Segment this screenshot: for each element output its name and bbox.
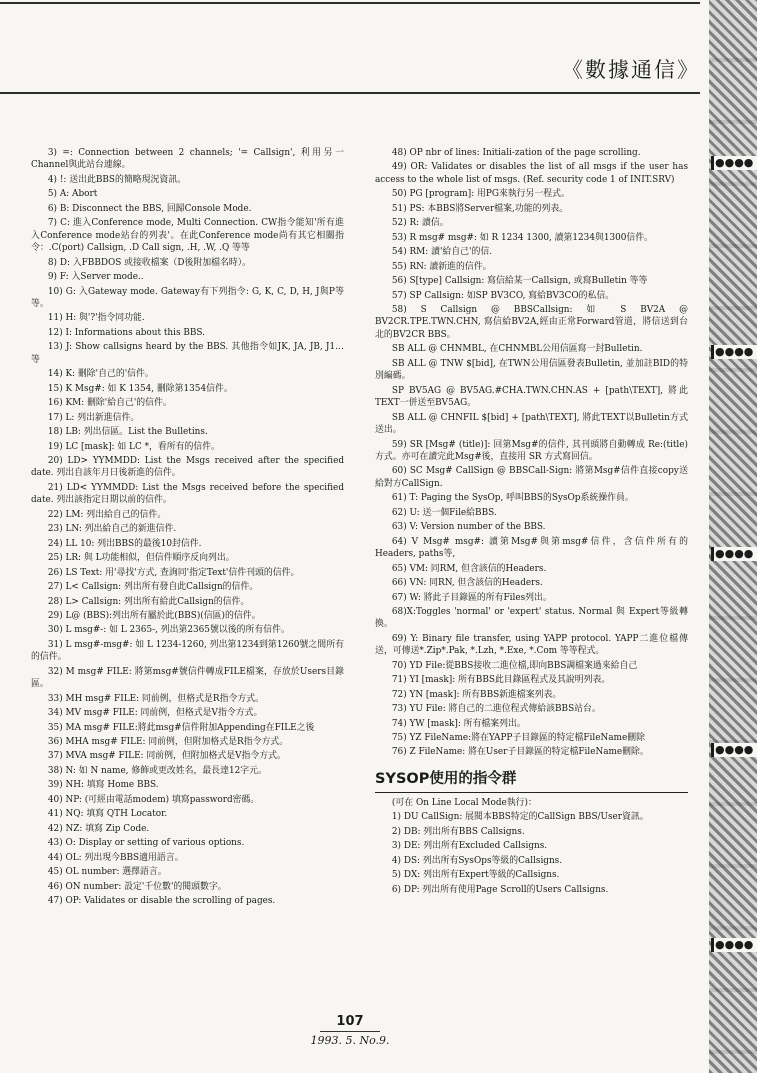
command-entry: 58) S Callsign @ BBSCallsign: 如 S BV2A @ BV2CR.TPE.TWN.CHN, 寫信給BV2A,經由正常Forward管道，將信送到台北的BV2CR BBS。 (375, 304, 688, 340)
command-entry: 43) O: Display or setting of various options. (47, 838, 245, 849)
command-entry: 49) OR: Validates or disables the list of all msgs if the user has access to the whole list of msgs. (Ref. security code 1 of INIT.SRV) (375, 162, 688, 185)
command-entry: 15) K Msg#: 如 K 1354, 刪除第1354信件。 (47, 383, 233, 394)
command-entry: 42) NZ: 填寫 Zip Code. (47, 823, 150, 834)
command-entry: 18) LB: 列出信區。List the Bulletins. (47, 427, 208, 438)
command-entry: 39) NH: 填寫 Home BBS. (47, 780, 159, 791)
command-entry: 73) YU File: 將自己的二進位程式傳給該BBS站台。 (391, 704, 601, 715)
command-entry: 46) ON number: 設定'千位數'的閱頭數字。 (47, 881, 227, 892)
command-entry: 20) LD> YYMMDD: List the Msgs received after the specified date. 列出自該年月日後新進的信件。 (31, 455, 344, 479)
command-entry: 9) F: 入Server mode.. (47, 272, 144, 283)
side-tab-marker: ●●●● (711, 547, 757, 561)
command-entry: 28) L> Callsign: 列出所有給此Callsign的信件。 (47, 596, 250, 607)
command-entry: 17) L: 列出新進信件。 (47, 412, 140, 423)
command-entry: 71) YI [mask]: 所有BBS此目錄區程式及其說明列表。 (391, 675, 611, 686)
command-entry: 47) OP: Validates or disable the scrolling of pages. (47, 896, 276, 907)
command-entry: 7) C: 進入Conference mode, Multi Connection. CW指令能知'所有進入Conference mode站台的列表'。在此Conference mode尚有其它相關指令：.C(port) Callsign, .D Call sign, .H, .W, .Q 等等 (31, 218, 344, 254)
page-number: 107 (336, 1014, 364, 1029)
command-entry: SB ALL @ TNW $[bid], 在TWN公用信區發表Bulletin, 並加註BID的特別編碼。 (375, 358, 688, 382)
command-entry: 57) SP Callsign: 如SP BV3CO, 寫給BV3CO的私信。 (391, 290, 615, 301)
command-entry: 4) !: 送出此BBS的簡略現況資訊。 (47, 174, 186, 185)
command-entry: SB ALL @ CHNMBL, 在CHNMBL公用信區寫一封Bulletin. (391, 344, 643, 355)
sysop-command-list (375, 797, 688, 896)
sysop-command-entry: 6) DP: 列出所有使用Page Scroll的Users Callsigns. (391, 884, 609, 895)
command-entry: 52) R: 讀信。 (391, 218, 449, 229)
command-entry: 25) LR: 與 L功能相似，但信件順序反向列出。 (47, 553, 235, 564)
side-tab-marker: ●●●● (711, 938, 757, 952)
command-entry: 76) Z FileName: 將在User子目錄區的特定檔FileName刪除。 (391, 747, 649, 758)
command-entry: 6) B: Disconnect the BBS, 回歸Console Mode. (47, 203, 252, 214)
command-entry: 34) MV msg# FILE: 同前例，但格式是V指令方式。 (47, 708, 263, 719)
command-entry: 62) U: 送一個File給BBS. (391, 507, 497, 518)
command-entry: 63) V: Version number of the BBS. (391, 522, 546, 533)
issue-label: 1993. 5. No.9. (310, 1034, 390, 1047)
sysop-command-entry: 5) DX: 列出所有Expert等級的Callsigns. (391, 870, 560, 881)
command-entry: 40) NP: (可經由電話modem) 填寫password密碼。 (47, 794, 260, 805)
command-entry: 10) G: 入Gateway mode. Gateway有下列指令: G, K, C, D, H, J與P等等。 (31, 286, 344, 309)
command-entry: 69) Y: Binary file transfer, using YAPP protocol. YAPP二進位檔傳送，可傳送*.Zip*.Pak, *.Lzh, *.Exe, *.Com 等等程式。 (375, 633, 688, 657)
command-entry: 53) R msg# msg#: 如 R 1234 1300, 讀第1234與1300信件。 (391, 232, 654, 243)
command-entry: 37) MVA msg# FILE: 同前例，但附加格式是V指令方式。 (47, 751, 286, 762)
command-entry: 31) L msg#-msg#: 如 L 1234-1260, 列出第1234到第1260號之間所有的信件。 (31, 639, 344, 663)
sysop-command-entry: 3) DE: 列出所有Excluded Callsigns. (391, 841, 548, 852)
right-column (375, 147, 688, 898)
sysop-command-entry: 1) DU CallSign: 展閱本BBS特定的CallSign BBS/User資訊。 (391, 812, 649, 823)
command-entry: 27) L< Callsign: 列出所有發自此Callsign的信件。 (47, 582, 259, 593)
command-entry: 45) OL number: 選擇語言。 (47, 867, 167, 878)
command-entry: 14) K: 刪除'自己的'信件。 (47, 369, 154, 380)
command-entry: 68)X:Toggles 'normal' or 'expert' status. Normal 與 Expert等級轉換。 (375, 606, 688, 630)
command-entry: 65) VM: 同RM, 但含該信的Headers. (391, 563, 547, 574)
command-entry: 24) LL 10: 列出BBS的最後10封信件. (47, 538, 202, 549)
command-entry: 55) RN: 讀新進的信件。 (391, 261, 492, 272)
page-header-title: 《數據通信》 (562, 58, 700, 82)
command-entry: 44) OL: 列出現今BBS適用語言。 (47, 852, 184, 863)
sysop-command-entry: 4) DS: 列出所有SysOps等級的Callsigns. (391, 855, 563, 866)
command-entry: 19) LC [mask]: 如 LC *，看所有的信件。 (47, 441, 221, 452)
top-rule (0, 2, 700, 4)
command-entry: 5) A: Abort (47, 189, 98, 200)
command-entry: 51) PS: 本BBS將Server檔案,功能的列表。 (391, 203, 569, 214)
command-entry: 61) T: Paging the SysOp, 呼叫BBS的SysOp系統操作員。 (391, 493, 634, 504)
command-entry: 21) LD< YYMMDD: List the Msgs received before the specified date. 列出該指定日期以前的信件。 (31, 482, 344, 506)
header-rule (0, 92, 700, 94)
command-entry: 13) J: Show callsigns heard by the BBS. 其他指令如JK, JA, JB, J1…等 (31, 342, 344, 365)
command-entry: 36) MHA msg# FILE: 同前例，但附加格式是R指令方式。 (47, 737, 289, 748)
command-entry: 64) V Msg# msg#: 讀第Msg#與第msg#信件，含信件所有的Headers, paths等, (375, 536, 688, 560)
command-entry: 74) YW [mask]: 所有檔案列出。 (391, 718, 526, 729)
command-entry: 59) SR [Msg# (title)]: 回第Msg#的信件, 其刊頭將自動轉成 Re:(title) 方式。亦可在讀完此Msg#後，直接用 SR 方式寫回信。 (375, 439, 688, 462)
command-entry: 16) KM: 刪除'給自己'的信件。 (47, 398, 172, 409)
command-entry: 60) SC Msg# CallSign @ BBSCall-Sign: 將第Msg#信件直接copy送給對方CallSign. (375, 466, 688, 489)
command-entry: 30) L msg#-: 如 L 2365-, 列出第2365號以後的所有信件。 (47, 625, 290, 636)
command-entry: 50) PG [program]: 用PG來執行另一程式。 (391, 189, 570, 200)
side-tab-marker: ●●●● (711, 743, 757, 757)
command-entry: 12) I: Informations about this BBS. (47, 327, 205, 338)
command-entry: 8) D: 入FBBDOS 或接收檔案（D後附加檔名時）。 (47, 257, 252, 268)
command-entry: 32) M msg# FILE: 將第msg#號信件轉成FILE檔案，存放於Users目錄區。 (31, 666, 344, 690)
command-entry: 26) LS Text: 用'尋找'方式, 查詢同'指定Text'信件刊頭的信件。 (47, 567, 300, 578)
side-tab-marker: ●●●● (711, 156, 757, 170)
sysop-command-entry: (可在 On Line Local Mode執行)： (391, 797, 537, 808)
command-entry: SB ALL @ CHNFIL $[bid] + [path\TEXT], 將此TEXT以Bulletin方式送出。 (375, 412, 688, 436)
command-entry: 11) H: 與'?'指令同功能. (47, 313, 145, 324)
command-entry: 67) W: 將此子目錄區的所有Files列出。 (391, 592, 552, 603)
command-entry: SP BV5AG @ BV5AG.#CHA.TWN.CHN.AS + [path\TEXT], 將此TEXT一併送至BV5AG。 (375, 385, 688, 409)
command-entry: 29) L@ (BBS):列出所有屬於此(BBS)(信區)的信件。 (47, 610, 261, 621)
sysop-command-entry: 2) DB: 列出所有BBS Callsigns. (391, 826, 525, 837)
command-entry: 3) =: Connection between 2 channels; '= Callsign', 利用另一Channel與此站台連線。 (31, 148, 344, 171)
command-entry: 41) NQ: 填寫 QTH Locator. (47, 809, 168, 820)
left-column (31, 147, 344, 909)
right-column-body (375, 147, 688, 759)
command-entry: 22) LM: 列出給自己的信件。 (47, 509, 167, 520)
command-entry: 33) MH msg# FILE: 同前例，但格式是R指令方式。 (47, 693, 264, 704)
command-entry: 23) LN: 列出給自己的新進信件. (47, 524, 177, 535)
command-entry: 66) VN: 同RN, 但含該信的Headers. (391, 578, 543, 589)
command-entry: 54) RM: 讀'給自己'的信. (391, 247, 493, 258)
command-entry: 70) YD File:從BBS接收二進位檔,即向BBS調檔案過來給自己 (391, 660, 638, 671)
command-entry: 38) N: 如 N name, 修飾或更改姓名，最長達12字元。 (47, 765, 267, 776)
command-entry: 35) MA msg# FILE:將此msg#信件附加Appending在FILE之後 (47, 722, 315, 733)
command-entry: 56) S[type] Callsign: 寫信給某一Callsign, 或寫Bulletin 等等 (391, 276, 648, 287)
side-tab-marker: ●●●● (711, 345, 757, 359)
command-entry: 75) YZ FileName:將在YAPP子目錄區的特定檔FileName刪除 (391, 733, 645, 744)
command-entry: 48) OP nbr of lines: Initiali-zation of the page scrolling. (391, 148, 641, 158)
footer-rule (320, 1031, 380, 1032)
sysop-section-title: SYSOP使用的指令群 (375, 768, 688, 793)
command-entry: 72) YN [mask]: 所有BBS新進檔案列表。 (391, 689, 562, 700)
